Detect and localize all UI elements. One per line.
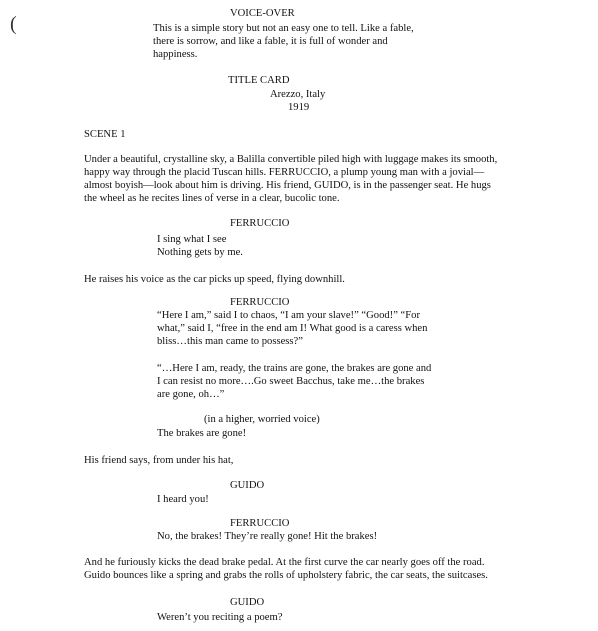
voice-over-line: This is a simple story but not an easy one to tell. Like a fable, bbox=[153, 23, 414, 34]
dialogue-line: “Here I am,” said I to chaos, “I am your slave!” “Good!” “For bbox=[157, 310, 420, 321]
character-cue-guido: GUIDO bbox=[230, 480, 265, 491]
action-paragraph bbox=[84, 556, 488, 582]
scene-heading: SCENE 1 bbox=[84, 129, 126, 140]
action-line: almost boyish—look about him is driving. His friend, GUIDO, is in the passenger seat. He hugs bbox=[84, 180, 491, 191]
action-paragraph bbox=[84, 153, 497, 205]
voice-over-line: happiness. bbox=[153, 49, 198, 60]
action-paragraph: He raises his voice as the car picks up speed, flying downhill. bbox=[84, 274, 345, 285]
dialogue-line: I sing what I see bbox=[157, 234, 227, 245]
character-cue-ferruccio: FERRUCCIO bbox=[230, 297, 290, 308]
dialogue-line: bliss…this man came to possess?” bbox=[157, 336, 303, 347]
action-line: Guido bounces like a spring and grabs the rolls of upholstery fabric, the car seats, the suitcases. bbox=[84, 570, 488, 581]
dialogue-line: I can resist no more….Go sweet Bacchus, take me…the brakes bbox=[157, 376, 425, 387]
action-line: And he furiously kicks the dead brake pedal. At the first curve the car nearly goes off the road. bbox=[84, 557, 485, 568]
action-line: Under a beautiful, crystalline sky, a Balilla convertible piled high with luggage makes its smooth, bbox=[84, 154, 498, 165]
dialogue-text bbox=[157, 362, 431, 401]
character-cue-ferruccio: FERRUCCIO bbox=[230, 218, 290, 229]
margin-mark: ( bbox=[10, 13, 17, 35]
dialogue-line: The brakes are gone! bbox=[157, 428, 247, 439]
title-card-heading: TITLE CARD bbox=[228, 75, 290, 86]
action-paragraph: His friend says, from under his hat, bbox=[84, 455, 234, 466]
voice-over-text bbox=[153, 22, 414, 61]
character-cue-voice-over: VOICE-OVER bbox=[230, 8, 295, 19]
dialogue-line: Weren’t you reciting a poem? bbox=[157, 612, 283, 623]
dialogue-line: I heard you! bbox=[157, 494, 209, 505]
dialogue-text bbox=[157, 309, 427, 348]
parenthetical: (in a higher, worried voice) bbox=[204, 414, 320, 425]
title-card-place: Arezzo, Italy bbox=[270, 89, 326, 100]
character-cue-ferruccio: FERRUCCIO bbox=[230, 518, 290, 529]
action-line: happy way through the placid Tuscan hills. FERRUCCIO, a plump young man with a jovial— bbox=[84, 167, 485, 178]
voice-over-line: there is sorrow, and like a fable, it is full of wonder and bbox=[153, 36, 388, 47]
dialogue-line: “…Here I am, ready, the trains are gone, the brakes are gone and bbox=[157, 363, 432, 374]
dialogue-text bbox=[157, 233, 243, 259]
dialogue-line: are gone, oh…” bbox=[157, 389, 225, 400]
dialogue-line: Nothing gets by me. bbox=[157, 247, 243, 258]
dialogue-line: what,” said I, “free in the end am I! What good is a caress when bbox=[157, 323, 428, 334]
dialogue-line: No, the brakes! They’re really gone! Hit the brakes! bbox=[157, 531, 378, 542]
action-line: the wheel as he recites lines of verse in a clear, bucolic tone. bbox=[84, 193, 340, 204]
title-card-year: 1919 bbox=[288, 102, 310, 113]
character-cue-guido: GUIDO bbox=[230, 597, 265, 608]
